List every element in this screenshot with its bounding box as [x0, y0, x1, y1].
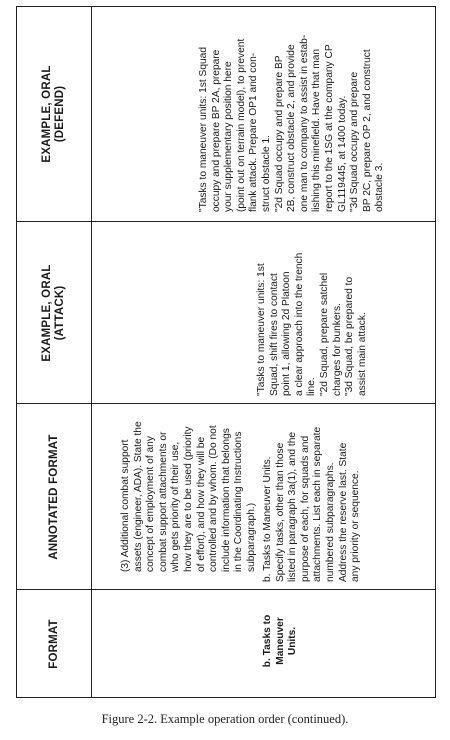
header-format-text: FORMAT — [47, 619, 60, 669]
header-annotated-format-text: ANNOTATED FORMAT — [47, 434, 60, 560]
header-example-attack — [16, 222, 92, 404]
row2-annotated-format: b. Tasks to Maneuver Units. Specify tasks, other than those listed in paragraph 3a(1), and the purpose of each, for squads and attachments. List each in separate numbered subparagraphs. Address the reserve last. State any priority or sequence. — [262, 426, 362, 582]
row1-annotated-format: (3) Additional combat support assets (engineer, ADA). State the concept of employment of any combat support attachments or who gets priority of their use, how they are to be used (priority of effort), and how they will be controlled and by whom. (Do not include information that belongs in the Coordinating Instructions subparagraph.) — [120, 421, 257, 572]
row2-example-defend: "Tasks to maneuver units: 1st Squad occupy and prepare BP 2A, prepare your supplementary position here (point out on terrain model), to prevent flank attack. Prepare OP1 and con- struct obstacle 1. "2d Squad occupy and prepare BP 2B, construct obstacle 2, and provide one man to company to assist in estab- lishing this minefield. Have that man report to the 1SG at the company CP GL119445, at 1400 today. "3d Squad occupy and prepare BP 2C, prepare OP 2, and construct obstacle 3. — [198, 34, 386, 212]
header-format — [16, 590, 92, 698]
row2-example-attack: "Tasks to maneuver units: 1st Squad, shift fires to contact point 1, allowing 2d Platoon a clear approach into the trench line. "2d Squad, prepare satchel charges for bunkers. "3d Squad, be prepared to assist main attack. — [256, 252, 368, 396]
column-divider — [16, 221, 436, 222]
figure-caption: Figure 2-2. Example operation order (continued). — [101, 712, 349, 726]
header-attack-line2: (ATTACK) — [54, 285, 66, 341]
table-header-row — [16, 6, 92, 698]
header-attack-line1: EXAMPLE, ORAL — [41, 264, 53, 362]
header-defend-line2: (DEFEND) — [54, 85, 66, 143]
header-example-defend — [16, 6, 92, 222]
row2-format-label: b. Tasks to Maneuver Units. — [262, 614, 299, 668]
column-divider — [16, 589, 436, 590]
header-annotated-format — [16, 404, 92, 590]
operation-order-table — [16, 6, 436, 698]
header-defend-line1: EXAMPLE, ORAL — [41, 65, 53, 163]
